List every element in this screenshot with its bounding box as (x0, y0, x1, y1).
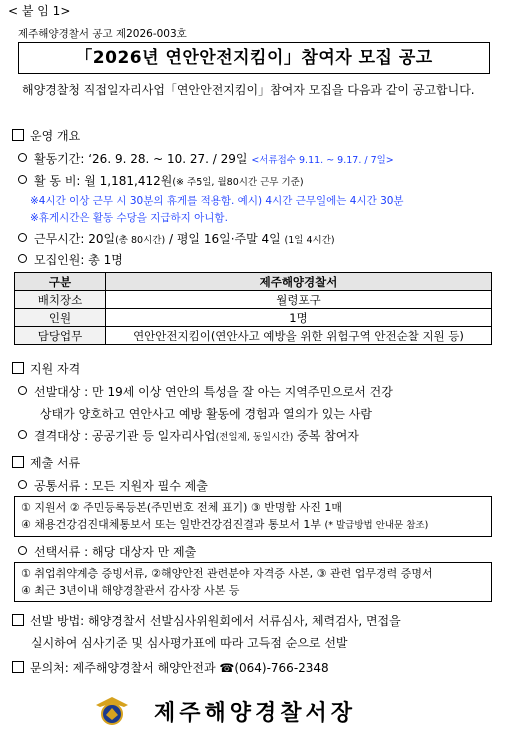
optional-docs-label: 선택서류 : 해당 대상자 만 제출 (34, 545, 197, 559)
disq-a: 결격대상 : 공공기관 등 일자리사업 (34, 429, 216, 443)
section-qualification (12, 360, 80, 377)
issuer-signature: 제주해양경찰서장 (154, 701, 357, 726)
common-docs-line: ① 지원서 ② 주민등록등본(주민번호 전체 표기) ③ 반명함 사진 1매 (21, 501, 343, 514)
period-item (18, 150, 394, 167)
rest-note-2: ※휴게시간은 활동 수당을 지급하지 아니함. (30, 212, 228, 224)
period-value: ‘26. 9. 28. ~ 10. 27. / 29일 (88, 152, 252, 166)
attachment-label: < 붙 임 1> (8, 4, 71, 18)
section-documents (12, 454, 80, 471)
optional-docs-line: ① 취업취약계층 증빙서류, ②해양안전 관련분야 자격증 사본, ③ 관련 업무경력 증명서 (21, 567, 433, 580)
pay-item (18, 172, 304, 189)
hours-d: (1일 4시간) (284, 235, 335, 246)
circle-bullet-icon (18, 254, 27, 263)
disq-b: (전일제, 동일시간) (215, 432, 294, 443)
circle-bullet-icon (18, 546, 27, 555)
disqualification-item (18, 427, 359, 444)
common-docs-line (21, 516, 485, 534)
recruit-item (18, 251, 123, 268)
selection-line-2: 실시하여 심사기준 및 심사평가표에 따라 고득점 순으로 선발 (31, 636, 348, 650)
table-cell: 월령포구 (106, 291, 492, 309)
checkbox-icon (12, 362, 24, 374)
optional-docs-box (14, 562, 492, 602)
issuance-note: (* 발급방법 안내문 참조) (324, 520, 429, 531)
target-line-2: 상태가 양호하고 연안사고 예방 활동에 경험과 열의가 있는 사람 (40, 407, 372, 421)
disq-c: 중복 참여자 (293, 429, 359, 443)
common-docs-box (14, 496, 492, 537)
contact-info: 문의처: 제주해양경찰서 해양안전과 ☎(064)-766-2348 (30, 661, 329, 675)
pay-note: (※ 주5일, 월80시간 근무 기준) (172, 177, 304, 188)
table-header-row (15, 273, 492, 291)
section-overview (12, 127, 80, 144)
period-label: 활동기간: (34, 152, 89, 166)
page-title: 「2026년 연안안전지킴이」참여자 모집 공고 (18, 42, 490, 74)
checkbox-icon (12, 456, 24, 468)
target-item (18, 383, 393, 400)
selection-line-1: 선발 방법: 해양경찰서 선발심사위원회에서 서류심사, 체력검사, 면접을 (30, 614, 401, 628)
circle-bullet-icon (18, 386, 27, 395)
table-cell: 연안안전지킴이(연안사고 예방을 위한 위험구역 안전순찰 지원 등) (106, 327, 492, 345)
coast-guard-emblem-icon (94, 695, 130, 727)
notice-number: 제주해양경찰서 공고 제2026-003호 (18, 28, 187, 40)
circle-bullet-icon (18, 480, 27, 489)
common-docs-line2: ④ 채용건강검진대체통보서 또는 일반건강검진결과 통보서 1부 (21, 518, 325, 531)
common-docs-label: 공통서류 : 모든 지원자 필수 제출 (34, 479, 208, 493)
placement-table (14, 272, 492, 345)
hours-a: 근무시간: 20일 (34, 232, 116, 246)
table-cell: 1명 (106, 309, 492, 327)
section-heading: 제출 서류 (30, 456, 81, 470)
table-header: 구분 (15, 273, 106, 291)
table-row (15, 309, 492, 327)
hours-item (18, 230, 335, 247)
checkbox-icon (12, 661, 24, 673)
section-heading: 지원 자격 (30, 362, 81, 376)
circle-bullet-icon (18, 153, 27, 162)
circle-bullet-icon (18, 430, 27, 439)
recruit-count: 모집인원: 총 1명 (34, 253, 123, 267)
intro-text: 해양경찰청 직접일자리사업「연안안전지킴이」참여자 모집을 다음과 같이 공고합니다. (22, 83, 475, 97)
hours-b: (총 80시간) (115, 235, 166, 246)
table-cell: 배치장소 (15, 291, 106, 309)
checkbox-icon (12, 129, 24, 141)
table-cell: 인원 (15, 309, 106, 327)
optional-docs-item (18, 543, 196, 560)
section-selection (12, 612, 401, 629)
checkbox-icon (12, 614, 24, 626)
receipt-period: <서류접수 9.11. ~ 9.17. / 7일> (251, 155, 394, 166)
section-heading: 운영 개요 (30, 129, 81, 143)
table-row (15, 291, 492, 309)
table-header: 제주해양경찰서 (106, 273, 492, 291)
optional-docs-line: ④ 최근 3년이내 해양경찰관서 감사장 사본 등 (21, 584, 240, 597)
table-cell: 담당업무 (15, 327, 106, 345)
circle-bullet-icon (18, 233, 27, 242)
table-row (15, 327, 492, 345)
circle-bullet-icon (18, 175, 27, 184)
pay-label: 활 동 비: 월 1,181,412원 (34, 174, 173, 188)
common-docs-item (18, 477, 208, 494)
section-contact (12, 659, 329, 676)
hours-c: / 평일 16일·주말 4일 (165, 232, 285, 246)
rest-note-1: ※4시간 이상 근무 시 30분의 휴게를 적용함. 예시) 4시간 근무일에는 4시간 30분 (30, 195, 404, 207)
target-line-1: 선발대상 : 만 19세 이상 연안의 특성을 잘 아는 지역주민으로서 건강 (34, 385, 393, 399)
